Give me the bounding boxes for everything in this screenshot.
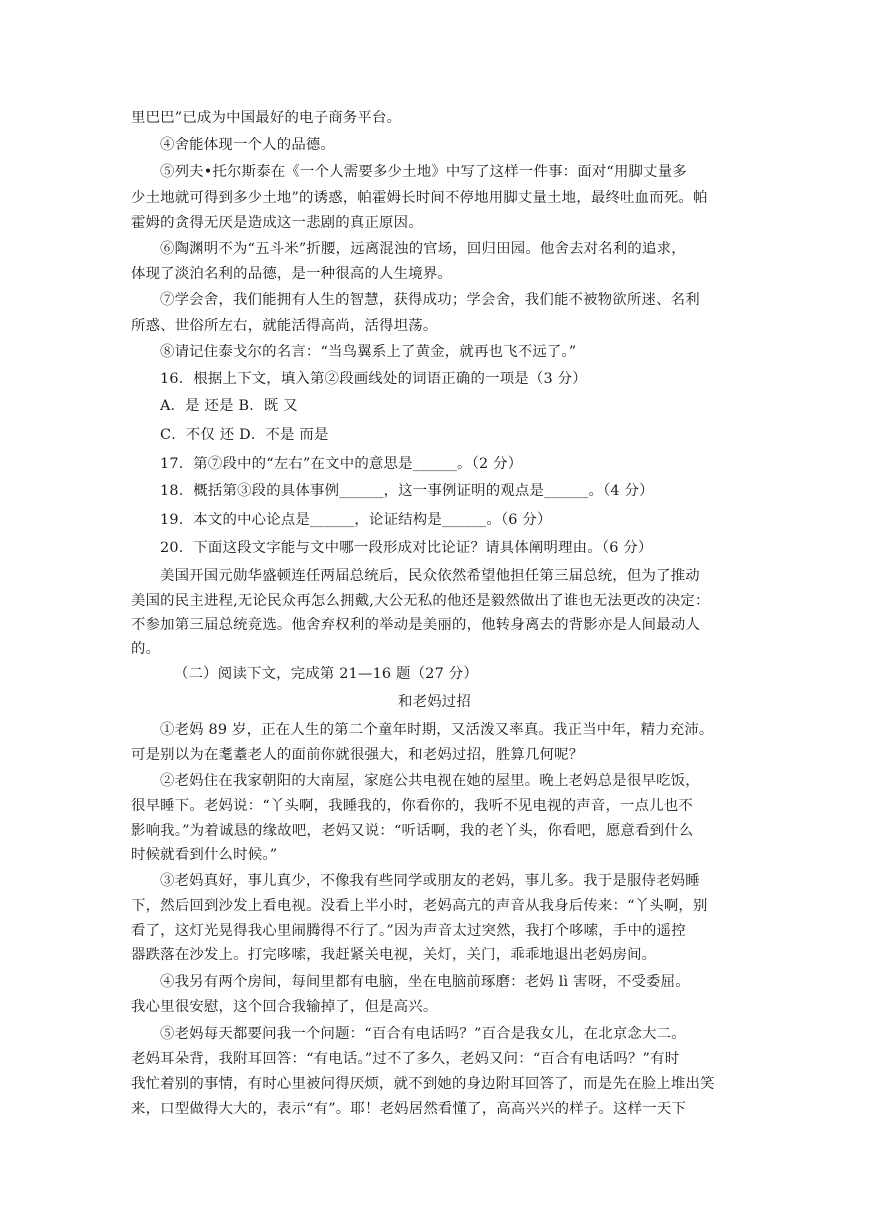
text-line: 里巴巴”已成为中国最好的电子商务平台。 [131, 110, 402, 126]
text-line: ①老妈 89 岁，正在人生的第二个童年时期，又活泼又率真。我正当中年，精力充沛。 [160, 722, 714, 738]
text-line: 美国的民主进程,无论民众再怎么拥戴,大公无私的他还是毅然做出了谁也无法更改的决定： [131, 593, 710, 609]
question-19: 19．本文的中心论点是______，论证结构是______。（6 分） [160, 512, 552, 528]
text-line: ②老妈住在我家朝阳的大南屋，家庭公共电视在她的屋里。晚上老妈总是很早吃饭， [160, 773, 700, 789]
text-line: 影响我。”为着诚恳的缘故吧，老妈又说：“听话啊，我的老丫头，你看吧，愿意看到什么 [131, 823, 694, 839]
article-title: 和老妈过招 [398, 694, 471, 710]
text-line: 霍姆的贪得无厌是造成这一悲剧的真正原因。 [131, 215, 423, 231]
text-line: ⑦学会舍，我们能拥有人生的智慧，获得成功；学会舍，我们能不被物欲所迷、名利 [160, 292, 700, 308]
text-line: ⑧请记住泰戈尔的名言：“当鸟翼系上了黄金，就再也飞不远了。” [160, 344, 577, 360]
text-line: 看了，这灯光晃得我心里闹腾得不行了。”因为声音太过突然，我打个哆嗦，手中的遥控 [131, 923, 686, 939]
text-line: 时候就看到什么时候。” [131, 847, 278, 863]
question-17: 17．第⑦段中的“左右”在文中的意思是______。（2 分） [160, 456, 523, 472]
question-16-options-ab: A．是 还是 B．既 又 [160, 398, 298, 414]
question-20: 20．下面这段文字能与文中哪一段形成对比论证？请具体阐明理由。（6 分） [160, 540, 653, 556]
text-line: 美国开国元勋华盛顿连任两届总统后，民众依然希望他担任第三届总统，但为了推动 [160, 568, 700, 584]
question-18: 18．概括第③段的具体事例______，这一事例证明的观点是______。（4 分） [160, 483, 654, 499]
text-line: ③老妈真好，事儿真少，不像我有些同学或朋友的老妈，事儿多。我于是服侍老妈睡 [160, 873, 700, 889]
text-line: 老妈耳朵背，我附耳回答：“有电话。”过不了多久，老妈又问：“百合有电话吗？”有时 [131, 1051, 680, 1067]
section-heading: （二）阅读下文，完成第 21—16 题（27 分） [174, 666, 478, 682]
question-16: 16．根据上下文，填入第②段画线处的词语正确的一项是（3 分） [160, 371, 587, 387]
text-line: 所惑、世俗所左右，就能活得高尚，活得坦荡。 [131, 318, 438, 334]
text-line: ⑤列夫•托尔斯泰在《一个人需要多少土地》中写了这样一件事：面对“用脚丈量多 [160, 164, 687, 180]
text-line: ④我另有两个房间，每间里都有电脑，坐在电脑前琢磨：老妈 lì 害呀，不受委屈。 [160, 974, 690, 990]
text-line: ⑥陶渊明不为“五斗米”折腰，远离混浊的官场，回归田园。他舍去对名利的追求， [160, 241, 686, 257]
text-line: ④舍能体现一个人的品德。 [160, 137, 336, 153]
text-line: 器跌落在沙发上。打完哆嗦，我赶紧关电视，关灯，关门，乖乖地退出老妈房间。 [131, 947, 657, 963]
text-line: 我忙着别的事情，有时心里被问得厌烦，就不到她的身边附耳回答了，而是先在脸上堆出笑 [131, 1076, 715, 1092]
text-line: 少土地就可得到多少土地”的诱惑，帕霍姆长时间不停地用脚丈量土地，最终吐血而死。帕 [131, 190, 708, 206]
text-line: 体现了淡泊名利的品德，是一种很高的人生境界。 [131, 266, 452, 282]
text-line: 不参加第三届总统竞选。他舍弃权利的举动是美丽的，他转身离去的背影亦是人间最动人 [131, 617, 701, 633]
text-line: 我心里很安慰，这个回合我输掉了，但是高兴。 [131, 999, 438, 1015]
text-line: 可是别以为在耄耋老人的面前你就很强大，和老妈过招，胜算几何呢？ [131, 747, 584, 763]
text-line: 来，口型做得大大的，表示“有”。耶！老妈居然看懂了，高高兴兴的样子。这样一天下 [131, 1101, 686, 1117]
text-line: 下，然后回到沙发上看电视。没看上半小时，老妈高亢的声音从我身后传来：“丫头啊，别 [131, 898, 708, 914]
text-line: 的。 [131, 641, 161, 657]
text-line: ⑤老妈每天都要问我一个问题：“百合有电话吗？”百合是我女儿，在北京念大二。 [160, 1026, 686, 1042]
text-line: 很早睡下。老妈说：“丫头啊，我睡我的，你看你的，我听不见电视的声音，一点儿也不 [131, 798, 694, 814]
question-16-options-cd: C．不仅 还 D．不是 而是 [160, 427, 329, 443]
